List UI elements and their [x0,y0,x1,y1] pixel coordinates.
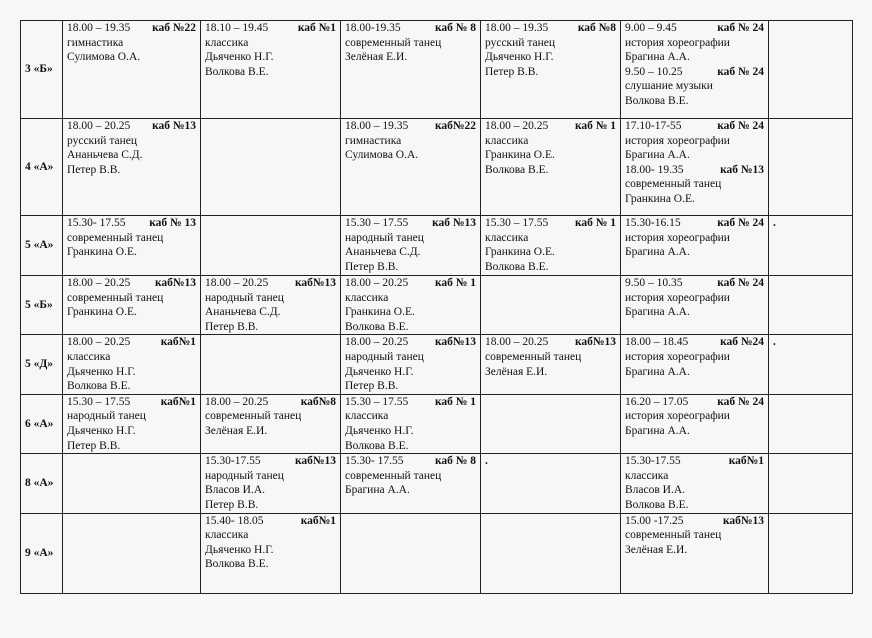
lesson-room: каб№13 [574,336,616,349]
lesson-header [345,276,476,291]
schedule-cell [621,119,769,216]
schedule-cell [621,216,769,276]
lesson-room: каб №1 [297,22,336,34]
lesson-entry [345,276,476,334]
lesson-time: 17.10-17-55 [625,120,682,132]
lesson-time: 15.00 -17.25 [625,514,684,527]
lesson-header [485,119,616,134]
lesson-time: 18.00 – 20.25 [345,277,409,289]
lesson-room: каб№22 [434,120,476,132]
lesson-teacher: Волкова В.Е. [205,558,269,571]
lesson-entry [345,454,476,498]
schedule-cell [63,119,201,216]
lesson-time: 18.10 – 19.45 [205,22,269,34]
lesson-time: 18.00 – 20.25 [485,336,549,349]
schedule-cell [769,216,853,276]
lesson-teacher: Зелёная Е.И. [205,424,268,437]
lesson-teacher: Брагина А.А. [625,424,690,437]
lesson-teacher: Дьяченко Н.Г. [67,365,136,378]
schedule-cell [201,454,341,513]
lesson-time: 18.00 – 20.25 [67,336,131,349]
lesson-header [345,119,476,134]
schedule-row [21,216,853,276]
lesson-entry [625,21,764,65]
lesson-time: 9.50 – 10.35 [625,277,683,289]
lesson-teacher: Брагина А.А. [625,149,690,162]
schedule-cell [481,119,621,216]
lesson-subject: современный танец [625,529,722,542]
lesson-subject: современный танец [67,291,164,304]
lesson-teacher: Брагина А.А. [625,365,690,378]
lesson-header [625,454,764,469]
lesson-teacher: Волкова В.Е. [345,320,409,333]
lesson-room: каб № 8 [434,22,476,34]
lesson-entry [625,335,764,379]
lesson-header [625,395,764,410]
lesson-time: 18.00 – 19.35 [345,120,409,132]
lesson-subject: народный танец [205,291,284,304]
lesson-room: каб № 1 [574,120,616,132]
lesson-header [485,21,616,36]
lesson-subject: русский танец [485,36,556,49]
lesson-teacher: Власов И.А. [625,484,686,497]
lesson-subject: классика [485,231,529,244]
schedule-row [21,394,853,453]
lesson-subject: современный танец [205,410,302,423]
lesson-teacher: Волкова В.Е. [485,163,549,176]
schedule-cell [769,21,853,119]
schedule-row [21,21,853,119]
lesson-entry [485,119,616,177]
schedule-cell [481,454,621,513]
lesson-time: 9.00 – 9.45 [625,22,677,34]
lesson-subject: современный танец [625,178,722,191]
lesson-header [67,21,196,36]
lesson-header [625,335,764,350]
class-label: 5 «А» [21,216,63,276]
lesson-header [205,276,336,291]
lesson-room: каб № 24 [717,120,764,132]
lesson-entry [67,276,196,320]
lesson-time: 18.00 – 20.25 [485,120,549,132]
lesson-teacher: Ананьчева С.Д. [205,306,281,319]
schedule-cell [201,335,341,394]
lesson-room: каб № 1 [434,277,476,289]
lesson-subject: классика [485,134,529,147]
lesson-teacher: Волкова В.Е. [625,498,689,511]
lesson-room: каб №22 [152,22,196,34]
lesson-header [67,119,196,134]
lesson-teacher: Гранкина О.Е. [67,246,137,259]
lesson-subject: слушание музыки [625,80,713,93]
lesson-teacher: Волкова В.Е. [485,260,549,273]
schedule-cell [621,335,769,394]
schedule-cell [621,394,769,453]
schedule-cell [621,454,769,513]
lesson-header [625,65,764,80]
schedule-cell [481,513,621,593]
schedule-row [21,513,853,593]
lesson-teacher: Зелёная Е.И. [485,365,548,378]
lesson-teacher: Петер В.В. [205,320,259,333]
schedule-cell [201,276,341,335]
class-label: 5 «Б» [21,276,63,335]
schedule-cell [63,276,201,335]
schedule-row [21,335,853,394]
schedule-cell [621,513,769,593]
lesson-subject: народный танец [345,231,424,244]
cell-mark: . [773,217,776,229]
cell-mark: . [485,455,488,468]
lesson-room: каб №24 [720,336,764,349]
lesson-header [625,163,764,178]
lesson-time: 18.00-19.35 [345,22,401,34]
lesson-subject: история хореографии [625,134,730,147]
lesson-header [345,335,476,350]
lesson-header [625,514,764,529]
lesson-time: 18.00 – 20.25 [345,336,409,349]
lesson-entry [485,21,616,79]
lesson-room: каб № 24 [717,277,764,289]
lesson-entry [205,276,336,334]
schedule-cell [201,216,341,276]
lesson-subject: история хореографии [625,410,730,423]
lesson-room: каб№8 [300,395,336,408]
lesson-teacher: Ананьчева С.Д. [345,246,421,259]
lesson-room: каб № 1 [434,395,476,408]
lesson-room: каб№1 [728,455,764,468]
lesson-room: каб№13 [434,336,476,349]
lesson-header [345,21,476,36]
lesson-header [345,216,476,231]
lesson-room: каб № 13 [149,217,196,229]
lesson-subject: гимнастика [67,36,124,49]
lesson-entry [345,335,476,393]
schedule-cell [341,216,481,276]
schedule-cell [63,454,201,513]
lesson-subject: русский танец [67,134,138,147]
lesson-subject: народный танец [345,350,424,363]
class-label: 3 «Б» [21,21,63,119]
schedule-cell [769,454,853,513]
lesson-header [345,454,476,469]
cell-mark: . [773,336,776,349]
class-label: 8 «А» [21,454,63,513]
lesson-teacher: Волкова В.Е. [205,65,269,78]
lesson-teacher: Дьяченко Н.Г. [67,424,136,437]
schedule-table [20,20,853,594]
schedule-cell [63,21,201,119]
lesson-subject: классика [345,291,389,304]
lesson-entry [625,163,764,207]
lesson-subject: классика [67,350,111,363]
lesson-teacher: Сулимова О.А. [345,149,419,162]
lesson-teacher: Зелёная Е.И. [345,51,408,64]
lesson-room: каб № 24 [717,65,764,78]
schedule-cell [341,276,481,335]
lesson-entry [625,276,764,320]
lesson-time: 15.30-17.55 [205,455,261,468]
schedule-cell [341,513,481,593]
lesson-header [485,335,616,350]
schedule-cell [201,513,341,593]
schedule-cell [201,119,341,216]
lesson-teacher: Зелёная Е.И. [625,543,688,556]
lesson-teacher: Петер В.В. [205,498,259,511]
schedule-cell [769,335,853,394]
lesson-teacher: Гранкина О.Е. [485,246,555,259]
lesson-subject: классика [625,469,669,482]
lesson-entry [345,216,476,274]
lesson-room: каб №13 [720,163,764,176]
lesson-header [67,335,196,350]
lesson-header [205,21,336,36]
schedule-cell [481,216,621,276]
schedule-cell [621,21,769,119]
lesson-teacher: Брагина А.А. [625,306,690,319]
lesson-subject: народный танец [67,410,146,423]
lesson-entry [205,514,336,572]
lesson-teacher: Сулимова О.А. [67,51,141,64]
lesson-time: 15.30-17.55 [625,455,681,468]
lesson-entry [67,216,196,260]
lesson-time: 15.40- 18.05 [205,514,264,527]
lesson-header [625,21,764,36]
lesson-teacher: Дьяченко Н.Г. [485,51,554,64]
lesson-time: 15.30 – 17.55 [485,217,549,229]
lesson-time: 18.00 – 20.25 [67,120,131,132]
lesson-subject: классика [345,410,389,423]
lesson-time: 18.00 – 19.35 [485,22,549,34]
schedule-cell [341,119,481,216]
schedule-cell [201,394,341,453]
schedule-cell [63,513,201,593]
schedule-cell [769,276,853,335]
lesson-teacher: Брагина А.А. [625,51,690,64]
lesson-teacher: Брагина А.А. [625,246,690,259]
lesson-teacher: Гранкина О.Е. [625,192,695,205]
lesson-header [205,395,336,410]
lesson-teacher: Волкова В.Е. [625,94,689,107]
lesson-teacher: Петер В.В. [345,260,399,273]
lesson-entry [345,395,476,453]
lesson-room: каб№13 [154,277,196,289]
lesson-time: 15.30 – 17.55 [345,395,409,408]
lesson-subject: современный танец [485,350,582,363]
lesson-entry [625,454,764,512]
schedule-cell [481,335,621,394]
lesson-subject: современный танец [67,231,164,244]
lesson-teacher: Волкова В.Е. [67,380,131,393]
schedule-cell [769,119,853,216]
class-label: 6 «А» [21,394,63,453]
schedule-cell [63,216,201,276]
lesson-entry [205,21,336,79]
lesson-time: 15.30 – 17.55 [67,395,131,408]
lesson-time: 15.30 – 17.55 [345,217,409,229]
lesson-teacher: Дьяченко Н.Г. [345,424,414,437]
schedule-row [21,276,853,335]
schedule-cell [341,454,481,513]
lesson-time: 18.00 – 19.35 [67,22,131,34]
lesson-room: каб № 24 [717,395,764,408]
lesson-time: 15.30- 17.55 [67,217,126,229]
lesson-teacher: Гранкина О.Е. [67,306,137,319]
lesson-entry [67,335,196,393]
class-label: 9 «А» [21,513,63,593]
lesson-header [625,216,764,231]
schedule-row [21,454,853,513]
lesson-header [67,276,196,291]
lesson-header [625,119,764,134]
class-label: 5 «Д» [21,335,63,394]
lesson-room: каб№13 [294,455,336,468]
lesson-header [205,514,336,529]
lesson-entry [625,216,764,260]
schedule-cell [481,21,621,119]
lesson-teacher: Дьяченко Н.Г. [205,51,274,64]
lesson-time: 18.00 – 18.45 [625,336,689,349]
lesson-subject: народный танец [205,469,284,482]
lesson-entry [625,119,764,163]
lesson-time: 15.30- 17.55 [345,455,404,468]
lesson-room: каб № 1 [574,217,616,229]
lesson-teacher: Петер В.В. [345,380,399,393]
lesson-room: каб№1 [300,514,336,527]
lesson-header [485,216,616,231]
lesson-time: 18.00 – 20.25 [205,277,269,289]
lesson-time: 9.50 – 10.25 [625,65,683,78]
lesson-header [625,276,764,291]
lesson-entry [345,21,476,65]
lesson-room: каб №13 [432,217,476,229]
schedule-cell [769,513,853,593]
lesson-entry [345,119,476,163]
schedule-cell [621,276,769,335]
lesson-time: 16.20 – 17.05 [625,395,689,408]
lesson-header [345,395,476,410]
lesson-entry [67,395,196,453]
lesson-teacher: Дьяченко Н.Г. [345,365,414,378]
lesson-teacher: Гранкина О.Е. [345,306,415,319]
lesson-entry [67,21,196,65]
lesson-entry [625,514,764,558]
schedule-cell [481,394,621,453]
lesson-room: каб№1 [160,395,196,408]
lesson-time: 18.00 – 20.25 [205,395,269,408]
lesson-entry [205,454,336,512]
lesson-subject: история хореографии [625,231,730,244]
lesson-teacher: Петер В.В. [67,163,121,176]
lesson-time: 18.00- 19.35 [625,163,684,176]
schedule-cell [341,335,481,394]
lesson-teacher: Ананьчева С.Д. [67,149,143,162]
lesson-subject: гимнастика [345,134,402,147]
lesson-room: каб№13 [294,277,336,289]
lesson-room: каб № 24 [717,22,764,34]
lesson-teacher: Петер В.В. [485,65,539,78]
lesson-teacher: Волкова В.Е. [345,439,409,452]
lesson-subject: современный танец [345,469,442,482]
lesson-room: каб № 8 [434,455,476,468]
schedule-cell [63,335,201,394]
schedule-cell [63,394,201,453]
lesson-subject: история хореографии [625,36,730,49]
schedule-row [21,119,853,216]
schedule-cell [201,21,341,119]
lesson-room: каб№13 [722,514,764,527]
lesson-time: 18.00 – 20.25 [67,277,131,289]
lesson-teacher: Брагина А.А. [345,484,410,497]
lesson-subject: современный танец [345,36,442,49]
lesson-subject: история хореографии [625,350,730,363]
schedule-cell [769,394,853,453]
schedule-cell [341,21,481,119]
schedule-cell [481,276,621,335]
lesson-entry [67,119,196,177]
lesson-entry [485,335,616,379]
lesson-header [205,454,336,469]
lesson-teacher: Дьяченко Н.Г. [205,543,274,556]
lesson-entry [625,65,764,109]
lesson-header [67,395,196,410]
lesson-room: каб № 24 [717,217,764,229]
lesson-room: каб №8 [577,22,616,34]
lesson-subject: классика [205,529,249,542]
class-label: 4 «А» [21,119,63,216]
schedule-cell [341,394,481,453]
lesson-teacher: Гранкина О.Е. [485,149,555,162]
lesson-subject: история хореографии [625,291,730,304]
lesson-entry [485,216,616,274]
lesson-header [67,216,196,231]
lesson-room: каб№1 [160,336,196,349]
lesson-entry [625,395,764,439]
lesson-teacher: Власов И.А. [205,484,266,497]
lesson-time: 15.30-16.15 [625,217,681,229]
lesson-teacher: Петер В.В. [67,439,121,452]
lesson-subject: классика [205,36,249,49]
lesson-room: каб №13 [152,120,196,132]
lesson-entry [205,395,336,439]
